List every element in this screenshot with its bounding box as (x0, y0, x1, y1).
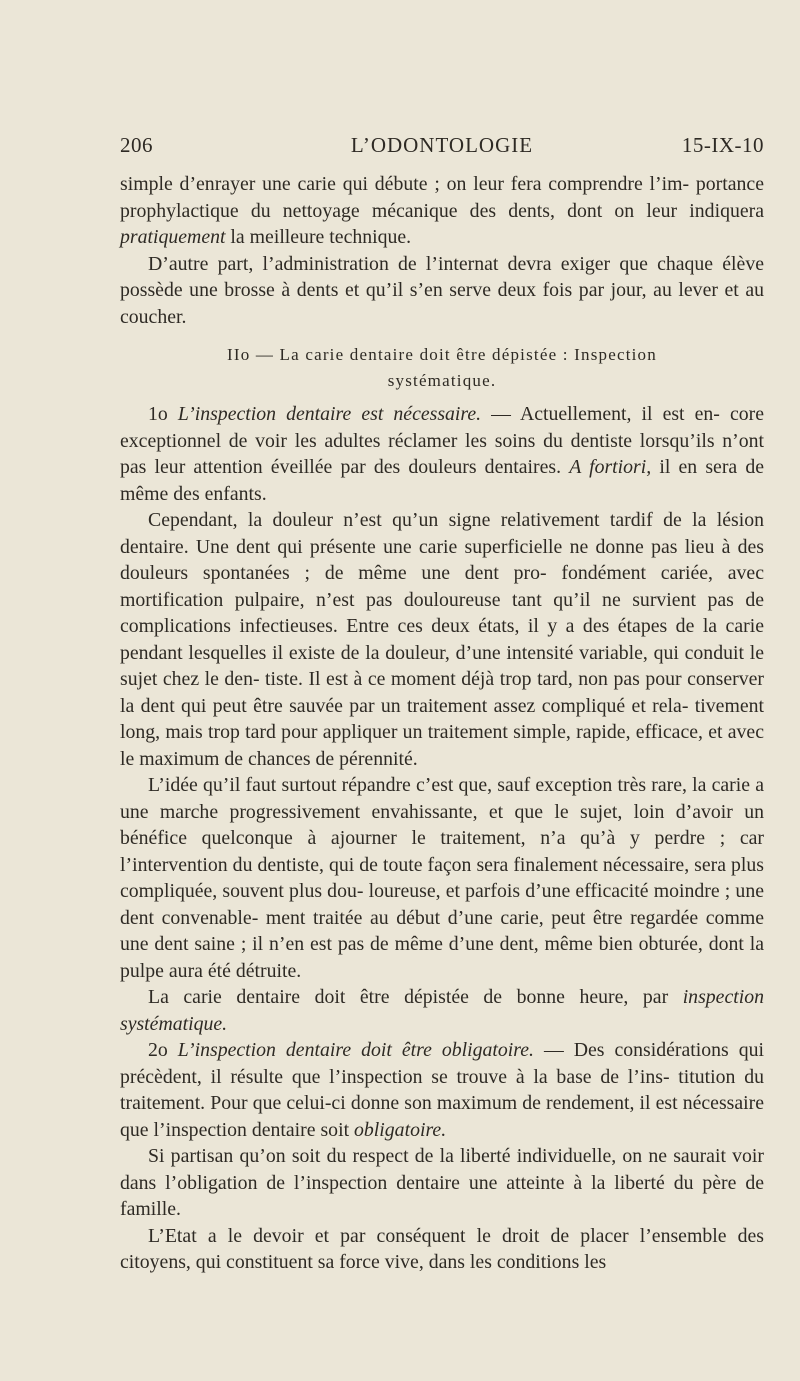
paragraph-1: simple d’enrayer une carie qui débute ; on leur fera comprendre l’im- portance prophylactique du nettoyage mécanique des dents, dont on leur indiquera pratiquement la meilleure technique. (120, 173, 764, 248)
page-body (120, 171, 764, 1276)
paragraph-3: 1o L’inspection dentaire est nécessaire. — Actuellement, il est en- core exceptionnel de voir les adultes réclamer les soins du dentiste lorsqu’ils n’ont pas leur attention éveillée par des douleurs dentaires. A fortiori, il en sera de même des enfants. (120, 403, 765, 505)
paragraph-2: D’autre part, l’administration de l’internat devra exiger que chaque élève possède une brosse à dents et qu’il s’en serve deux fois par jour, au lever et au coucher. (120, 252, 764, 328)
paragraph-6: La carie dentaire doit être dépistée de bonne heure, par inspection systématique. (120, 986, 764, 1035)
paragraph-8: Si partisan qu’on soit du respect de la liberté individuelle, on ne saurait voir dans l’obligation de l’inspection dentaire une atteinte à la liberté du père de famille. (120, 1145, 764, 1220)
item-number: 2o (148, 1039, 168, 1061)
section-heading (120, 342, 764, 394)
subheading-inspection-necessary: L’inspection dentaire est nécessaire. (177, 403, 482, 425)
paragraph-5: L’idée qu’il faut surtout répandre c’est que, sauf exception très rare, la carie a une marche progressivement envahissante, et que le sujet, loin d’avoir un bénéfice quelconque à ajourner le traitement, n’a qu’à y perdre ; car l’intervention du dentiste, qui de toute façon sera finalement nécessaire, sera plus compliquée, souvent plus dou- loureuse, et parfois d’une efficacité moindre ; une dent convenable- ment traitée au début d’une carie, peut être regardée comme une dent saine ; il n’en est pas de même d’une dent, même bien obturée, dont la pulpe aura été détruite. (120, 774, 764, 982)
paragraph-4: Cependant, la douleur n’est qu’un signe relativement tardif de la lésion dentaire. Une dent qui présente une carie superficielle ne donne pas lieu à des douleurs spontanées ; de même une dent pro- fondément cariée, avec mortification pulpaire, n’est pas douloureuse tant qu’il ne survient pas de complications infectieuses. Entre ces deux états, il y a des étapes de la carie pendant lesquelles il existe de la douleur, d’une intensité variable, qui conduit le sujet chez le den- tiste. Il est à ce moment déjà trop tard, non pas pour conserver la dent qui peut être sauvée par un traitement assez compliqué et rela- tivement long, mais trop tard pour appliquer un traitement simple, rapide, efficace, et avec le maximum de chances de pérennité. (120, 509, 764, 770)
item-number: 1o (148, 403, 168, 425)
page-number: 206 (120, 133, 153, 157)
paragraph-9: L’Etat a le devoir et par conséquent le droit de placer l’ensemble des citoyens, qui constituent sa force vive, dans les conditions les (120, 1224, 764, 1273)
issue-date: 15-IX-10 (681, 133, 764, 157)
running-header (120, 133, 764, 161)
section-heading-line-2: systématique. (387, 371, 497, 390)
journal-title: L’ODONTOLOGIE (350, 133, 534, 157)
subheading-inspection-obligatory: L’inspection dentaire doit être obligatoire. (177, 1039, 534, 1061)
section-heading-line-1: IIo — La carie dentaire doit être dépistée : Inspection (227, 345, 657, 364)
paragraph-7: 2o L’inspection dentaire doit être obligatoire. — Des considérations qui précèdent, il résulte que l’inspection se trouve à la base de l’ins- titution du traitement. Pour que celui-ci donne son maximum de rendement, il est nécessaire que l’inspection dentaire soit obligatoire. (120, 1039, 764, 1141)
